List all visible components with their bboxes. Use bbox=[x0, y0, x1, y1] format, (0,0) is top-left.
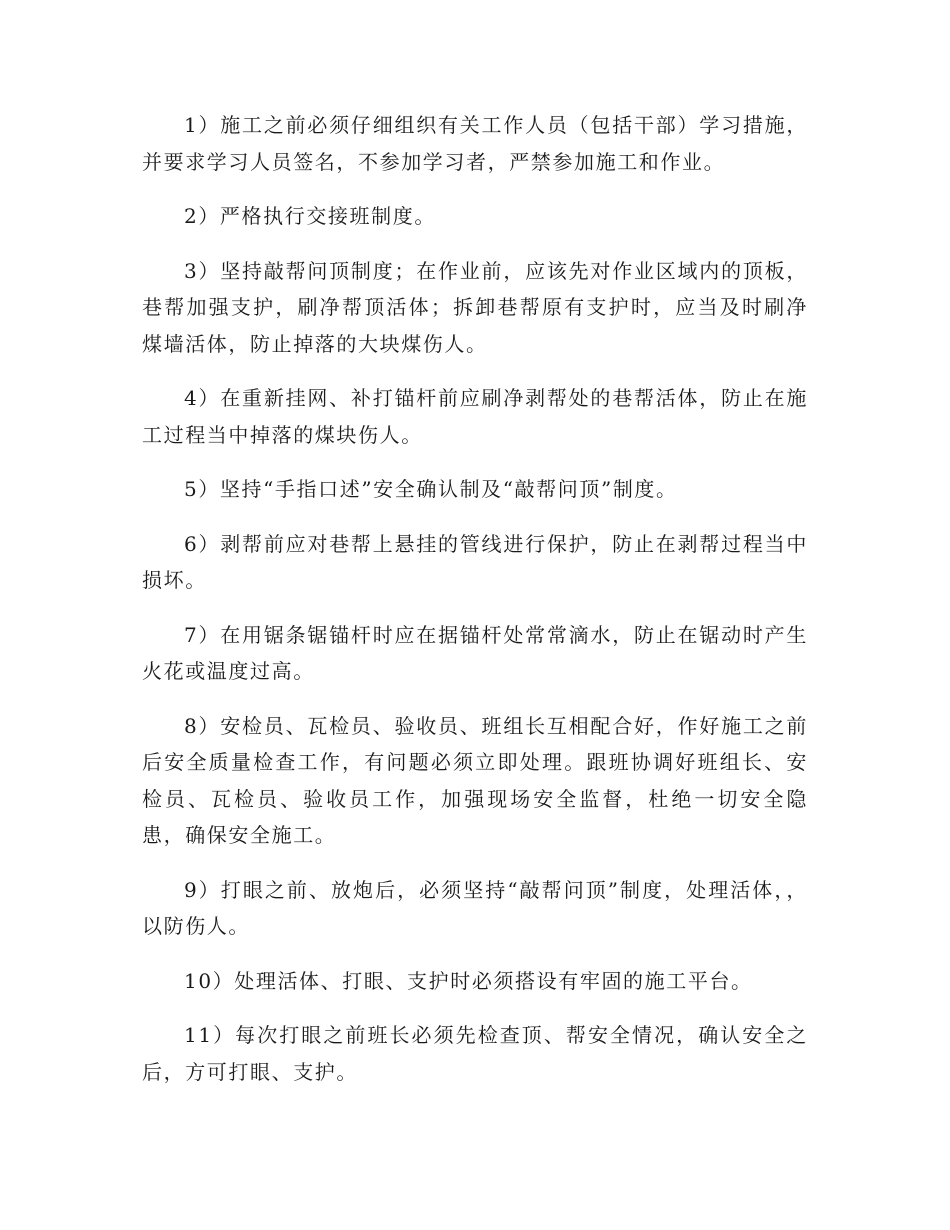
paragraph-4: 4）在重新挂网、补打锚杆前应刷净剥帮处的巷帮活体，防止在施工过程当中掉落的煤块伤人。 bbox=[142, 386, 808, 447]
paragraph-1: 1）施工之前必须仔细组织有关工作人员（包括干部）学习措施，并要求学习人员签名，不参加学习者，严禁参加施工和作业。 bbox=[142, 113, 808, 174]
paragraph-5: 5）坚持“手指口述”安全确认制及“敲帮问顶”制度。 bbox=[184, 477, 678, 501]
paragraph-6: 6）剥帮前应对巷帮上悬挂的管线进行保护，防止在剥帮过程当中损坏。 bbox=[142, 531, 808, 592]
paragraph-9: 9）打眼之前、放炮后，必须坚持“敲帮问顶”制度，处理活体，，以防伤人。 bbox=[142, 877, 808, 938]
paragraph-11: 11）每次打眼之前班长必须先检查顶、帮安全情况，确认安全之后，方可打眼、支护。 bbox=[142, 1023, 808, 1084]
paragraph-7: 7）在用锯条锯锚杆时应在据锚杆处常常滴水，防止在锯动时产生火花或温度过高。 bbox=[142, 622, 808, 683]
paragraph-3: 3）坚持敲帮问顶制度；在作业前，应该先对作业区域内的顶板，巷帮加强支护，刷净帮顶活体；拆卸巷帮原有支护时，应当及时刷净煤墙活体，防止掉落的大块煤伤人。 bbox=[142, 258, 808, 356]
document-body bbox=[142, 107, 808, 1108]
paragraph-8: 8）安检员、瓦检员、验收员、班组长互相配合好，作好施工之前后安全质量检查工作，有问题必须立即处理。跟班协调好班组长、安检员、瓦检员、验收员工作，加强现场安全监督，杜绝一切安全隐患，确保安全施工。 bbox=[142, 713, 808, 847]
paragraph-2: 2）严格执行交接班制度。 bbox=[184, 204, 436, 228]
paragraph-10: 10）处理活体、打眼、支护时必须搭设有牢固的施工平台。 bbox=[184, 968, 753, 993]
